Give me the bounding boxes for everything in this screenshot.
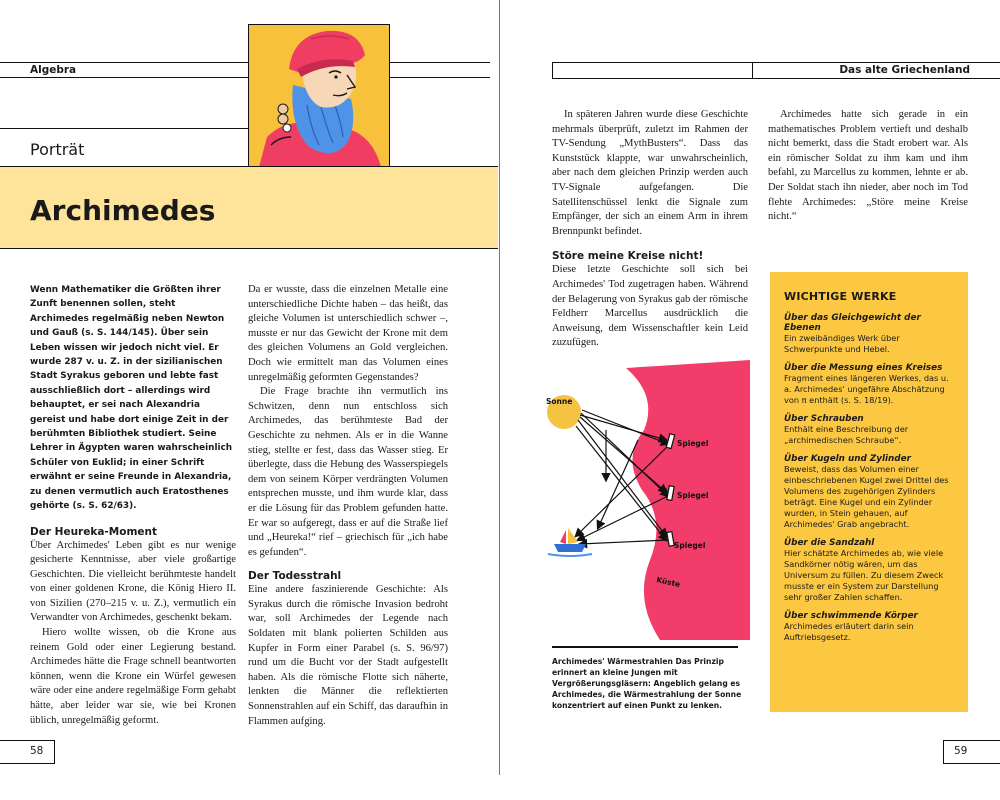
sun-label: Sonne xyxy=(546,397,573,406)
work-description: Fragment eines längeren Werkes, das u. a. Archimedes' ungefähre Abschätzung von π enthält (s. S. 18/19). xyxy=(784,373,949,405)
mirror-label-1: Spiegel xyxy=(677,439,709,448)
heureka-paragraph-2: Hiero wollte wissen, ob die Krone aus reinem Gold oder einer Legierung bestand. Archimedes hätte die Frage schnell beantworten können, wenn die Krone ein Würfel gewesen wäre oder eine andere regelmäßige Form gehabt hätte, aber leider war sie, wie bei Kronen üblich, unregelmäßig geformt. xyxy=(30,627,236,726)
page-title: Archimedes xyxy=(30,194,216,227)
right-header-top-rule xyxy=(552,62,1000,63)
portrait-row-rule xyxy=(0,128,248,129)
ship-icon xyxy=(548,528,592,556)
work-description: Hier schätzte Archimedes ab, wie viele Sandkörner nötig wären, um das Universum zu füllen. Zu diesem Zweck musste er ein System zur Darstellung sehr großer Zahlen schaffen. xyxy=(784,548,944,602)
work-item xyxy=(784,538,956,603)
category-label: Porträt xyxy=(30,140,85,159)
diagram-caption: Archimedes' Wärmestrahlen Das Prinzip erinnert an kleine Jungen mit Vergrößerungsgläsern: Angeblich gelang es Archimedes, die Wärmestrahlung der Sonne konzentriert auf einen Punkt zu lenken. xyxy=(552,657,742,710)
heureka-paragraph-1: Über Archimedes' Leben gibt es nur wenige gesicherte Kenntnisse, aber viele großartige Geschichten. Die vielleicht berühmteste handelt von einer goldenen Krone, die König Hiero II. von Sizilien (270–215 v. u. Z.), vermutlich ein Verwandter von Archimedes, geschenkt bekam. xyxy=(30,539,236,624)
coast-label: Küste xyxy=(655,575,682,589)
todesstrahl-heading: Der Todesstrahl xyxy=(248,570,342,583)
coast-shape xyxy=(626,360,750,640)
left-column-2 xyxy=(248,283,448,729)
right-column-1 xyxy=(552,108,748,351)
right-header-bottom-rule xyxy=(552,78,1000,79)
kreise-paragraph: Diese letzte Geschichte soll sich bei Archimedes' Tod zugetragen haben. Während der Belagerung von Syrakus gab der römische Feldherr Marcellus ausdrücklich die Anweisung, dem Wissenschaftler kein Leid zuzufügen. xyxy=(552,264,748,349)
work-item xyxy=(784,611,956,643)
work-title: Über die Sandzahl xyxy=(784,538,875,548)
works-box-title: WICHTIGE WERKE xyxy=(784,290,897,303)
work-title: Über Kugeln und Zylinder xyxy=(784,454,911,464)
work-description: Beweist, dass das Volumen einer einbeschriebenen Kugel zwei Drittel des Volumens des zugehörigen Zylinders beträgt. Eine Kugel und ein Zylinder wurden, in Stein gehauen, auf Archimedes' Grab angebracht. xyxy=(784,464,949,529)
mirror-label-3: Spiegel xyxy=(674,541,706,550)
book-spine xyxy=(499,0,500,775)
works-box xyxy=(770,272,968,712)
crown-paragraph-1: Da er wusste, dass die einzelnen Metalle eine unterschiedliche Dichte haben – das heißt, das gleiche Volumen ist unterschiedlich schwer –, musste er nur das Gewicht der Krone mit dem des gleichen Volumens an Gold vergleichen. Doch wie ermittelt man das Volumen eines unregelmäßig geformten Gegenstandes? xyxy=(248,284,448,383)
left-header-top-rule xyxy=(0,62,490,63)
kreise-heading: Störe meine Kreise nicht! xyxy=(552,250,704,263)
work-description: Enthält eine Beschreibung der „archimedischen Schraube“. xyxy=(784,424,909,445)
work-title: Über schwimmende Körper xyxy=(784,611,918,621)
archimedes-portrait-illustration xyxy=(249,25,389,167)
right-column-2 xyxy=(768,108,968,225)
work-description: Ein zweibändiges Werk über Schwerpunkte und Hebel. xyxy=(784,333,900,354)
heureka-heading: Der Heureka-Moment xyxy=(30,525,157,538)
left-page-number: 58 xyxy=(30,745,44,757)
right-section-label: Das alte Griechenland xyxy=(839,64,970,76)
heat-ray-diagram-svg xyxy=(540,360,750,640)
mirror-label-2: Spiegel xyxy=(677,491,709,500)
right-header-mid-tick xyxy=(752,62,753,78)
work-item xyxy=(784,313,956,355)
work-title: Über das Gleichgewicht der Ebenen xyxy=(784,313,921,333)
right-header-left-tick xyxy=(552,62,553,78)
crown-paragraph-2: Die Frage brachte ihn vermutlich ins Schwitzen, denn nun entschloss sich Archimedes, das berühmteste Bad der Geschichte zu nehmen. Als er in die Wanne stieg, stellte er fest, dass das Wasser stieg. Er überlegte, dass die Hebung des Wasserspiegels dem von seinem Körper verdrängten Volumen entsprechen musste, und ihm wurde klar, dass er die Lösung für das Problem gefunden hatte. Er war so aufgeregt, dass er auf die Straße lief und „Heureka!“ rief – griechisch für „ich habe es gefunden“. xyxy=(248,386,448,558)
left-page-number-box xyxy=(0,740,55,764)
heat-ray-diagram xyxy=(540,360,750,640)
left-column-1 xyxy=(30,283,236,728)
right-page-number: 59 xyxy=(954,745,968,757)
work-item xyxy=(784,414,956,446)
work-item xyxy=(784,363,956,406)
archimedes-portrait xyxy=(248,24,390,168)
left-section-label: Algebra xyxy=(30,64,77,76)
right-page-number-box xyxy=(943,740,1000,764)
work-item xyxy=(784,454,956,530)
intro-paragraph: Wenn Mathematiker die Größten ihrer Zunft benennen sollen, steht Archimedes regelmäßig neben Newton und Gauß (s. S. 144/145). Über sein Leben wissen wir jedoch nicht viel. Er wurde 287 v. u. Z. in der sizilianischen Stadt Syrakus geboren und lebte fast ausschließlich dort – allerdings wird behauptet, er sei nach Alexandria gereist und habe dort einige Zeit in der berühmten Bibliothek studiert. Seine Lehrer in Ägypten waren wahrscheinlich Schüler von Euklid; in einer Schrift erwähnt er seine Freunde in Alexandria, zu denen vermutlich auch Eratosthenes gehörte (s. S. 62/63). xyxy=(30,285,233,512)
caption-rule xyxy=(552,646,738,648)
works-list xyxy=(784,313,956,643)
mythbusters-paragraph: In späteren Jahren wurde diese Geschichte mehrmals überprüft, zuletzt im Rahmen der TV-Sendung „MythBusters“. Dass das Kunststück klappte, war unwahrscheinlich, aber nach dem gleichen Prinzip werden auch TV-Signale aufgefangen. Die Satellitenschüssel lenkt die Signale zum Empfänger, der sich an einem Arm in ihrem Brennpunkt befindet. xyxy=(552,109,748,237)
death-paragraph: Archimedes hatte sich gerade in ein mathematisches Problem vertieft und deshalb nicht bemerkt, dass die Stadt erobert war. Als ein römischer Soldat zu ihm kam und ihm befahl, zu Marcellus zu kommen, lehnte er ab. Der Soldat stach ihn nieder, aber noch im Tod flehte Archimedes: „Störe meine Kreise nicht.“ xyxy=(768,109,968,223)
work-title: Über Schrauben xyxy=(784,414,864,424)
work-description: Archimedes erläutert darin sein Auftriebsgesetz. xyxy=(784,621,914,642)
todesstrahl-paragraph: Eine andere faszinierende Geschichte: Als Syrakus durch die römische Invasion bedroht war, soll Archimedes der Legende nach Soldaten mit blank polierten Schilden aus Kupfer in Form einer Parabel (s. S. 96/97) rund um die Bucht vor der Stadt aufgestellt haben. Als die römische Flotte sich näherte, lenkten die Männer die reflektierten Sonnenstrahlen auf ein Schiff, das daraufhin in Flammen aufging. xyxy=(248,584,448,727)
work-title: Über die Messung eines Kreises xyxy=(784,363,943,373)
left-header-bottom-rule xyxy=(0,77,490,78)
